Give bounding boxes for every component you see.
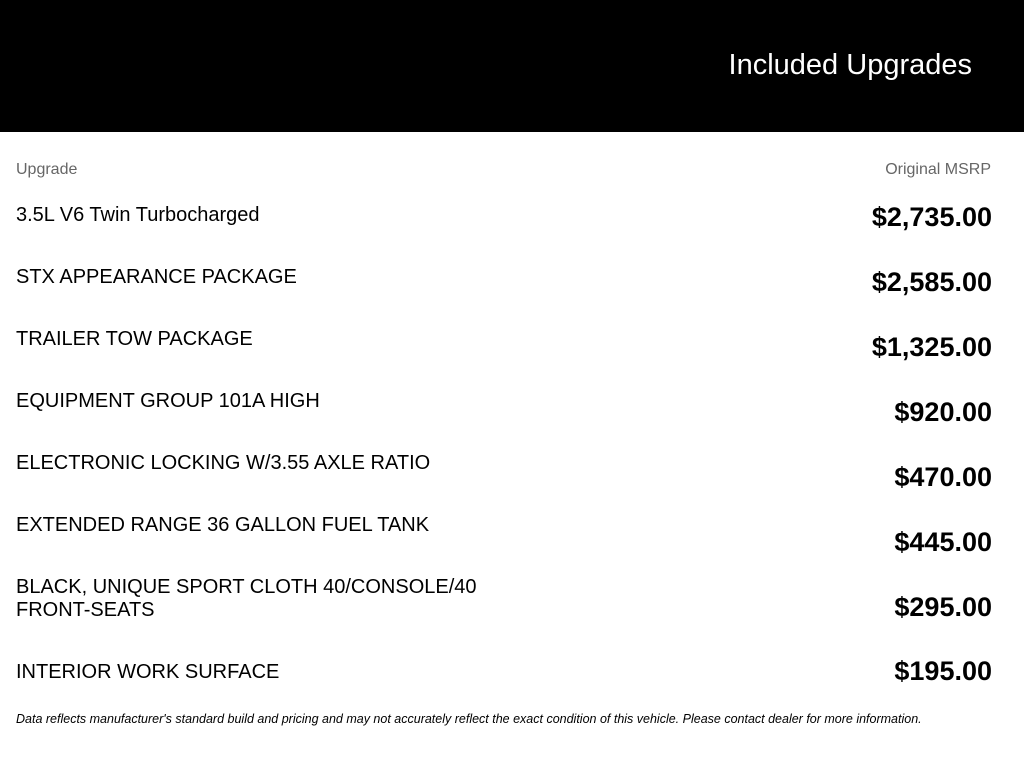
list-item bbox=[0, 452, 1024, 514]
upgrade-price: $1,325.00 bbox=[871, 332, 992, 362]
upgrade-name: BLACK, UNIQUE SPORT CLOTH 40/CONSOLE/40 FRONT-SEATS bbox=[16, 576, 477, 621]
list-item bbox=[0, 266, 1024, 328]
upgrade-name: TRAILER TOW PACKAGE bbox=[16, 328, 253, 350]
list-item bbox=[0, 576, 1024, 638]
upgrade-price: $2,735.00 bbox=[871, 202, 992, 232]
column-header-msrp: Original MSRP bbox=[885, 161, 991, 178]
upgrade-name: INTERIOR WORK SURFACE bbox=[16, 661, 280, 683]
page-title: Included Upgrades bbox=[728, 49, 972, 81]
upgrade-price: $920.00 bbox=[894, 397, 992, 427]
upgrade-price: $445.00 bbox=[894, 527, 992, 557]
list-item bbox=[0, 514, 1024, 576]
list-item bbox=[0, 328, 1024, 390]
upgrade-price: $295.00 bbox=[894, 592, 992, 622]
column-header-upgrade: Upgrade bbox=[16, 161, 78, 178]
list-item bbox=[0, 204, 1024, 266]
upgrade-name: STX APPEARANCE PACKAGE bbox=[16, 266, 297, 288]
upgrade-name: ELECTRONIC LOCKING W/3.55 AXLE RATIO bbox=[16, 452, 431, 474]
upgrade-price: $2,585.00 bbox=[871, 267, 992, 297]
upgrade-price: $470.00 bbox=[894, 462, 992, 492]
upgrade-name: EQUIPMENT GROUP 101A HIGH bbox=[16, 390, 320, 412]
upgrade-name: EXTENDED RANGE 36 GALLON FUEL TANK bbox=[16, 514, 430, 536]
upgrade-name: 3.5L V6 Twin Turbocharged bbox=[16, 204, 260, 226]
list-item bbox=[0, 390, 1024, 452]
upgrade-price: $195.00 bbox=[894, 656, 992, 686]
disclaimer-text: Data reflects manufacturer's standard build and pricing and may not accurately reflect the exact condition of this vehicle. Please contact dealer for more information. bbox=[16, 712, 922, 726]
